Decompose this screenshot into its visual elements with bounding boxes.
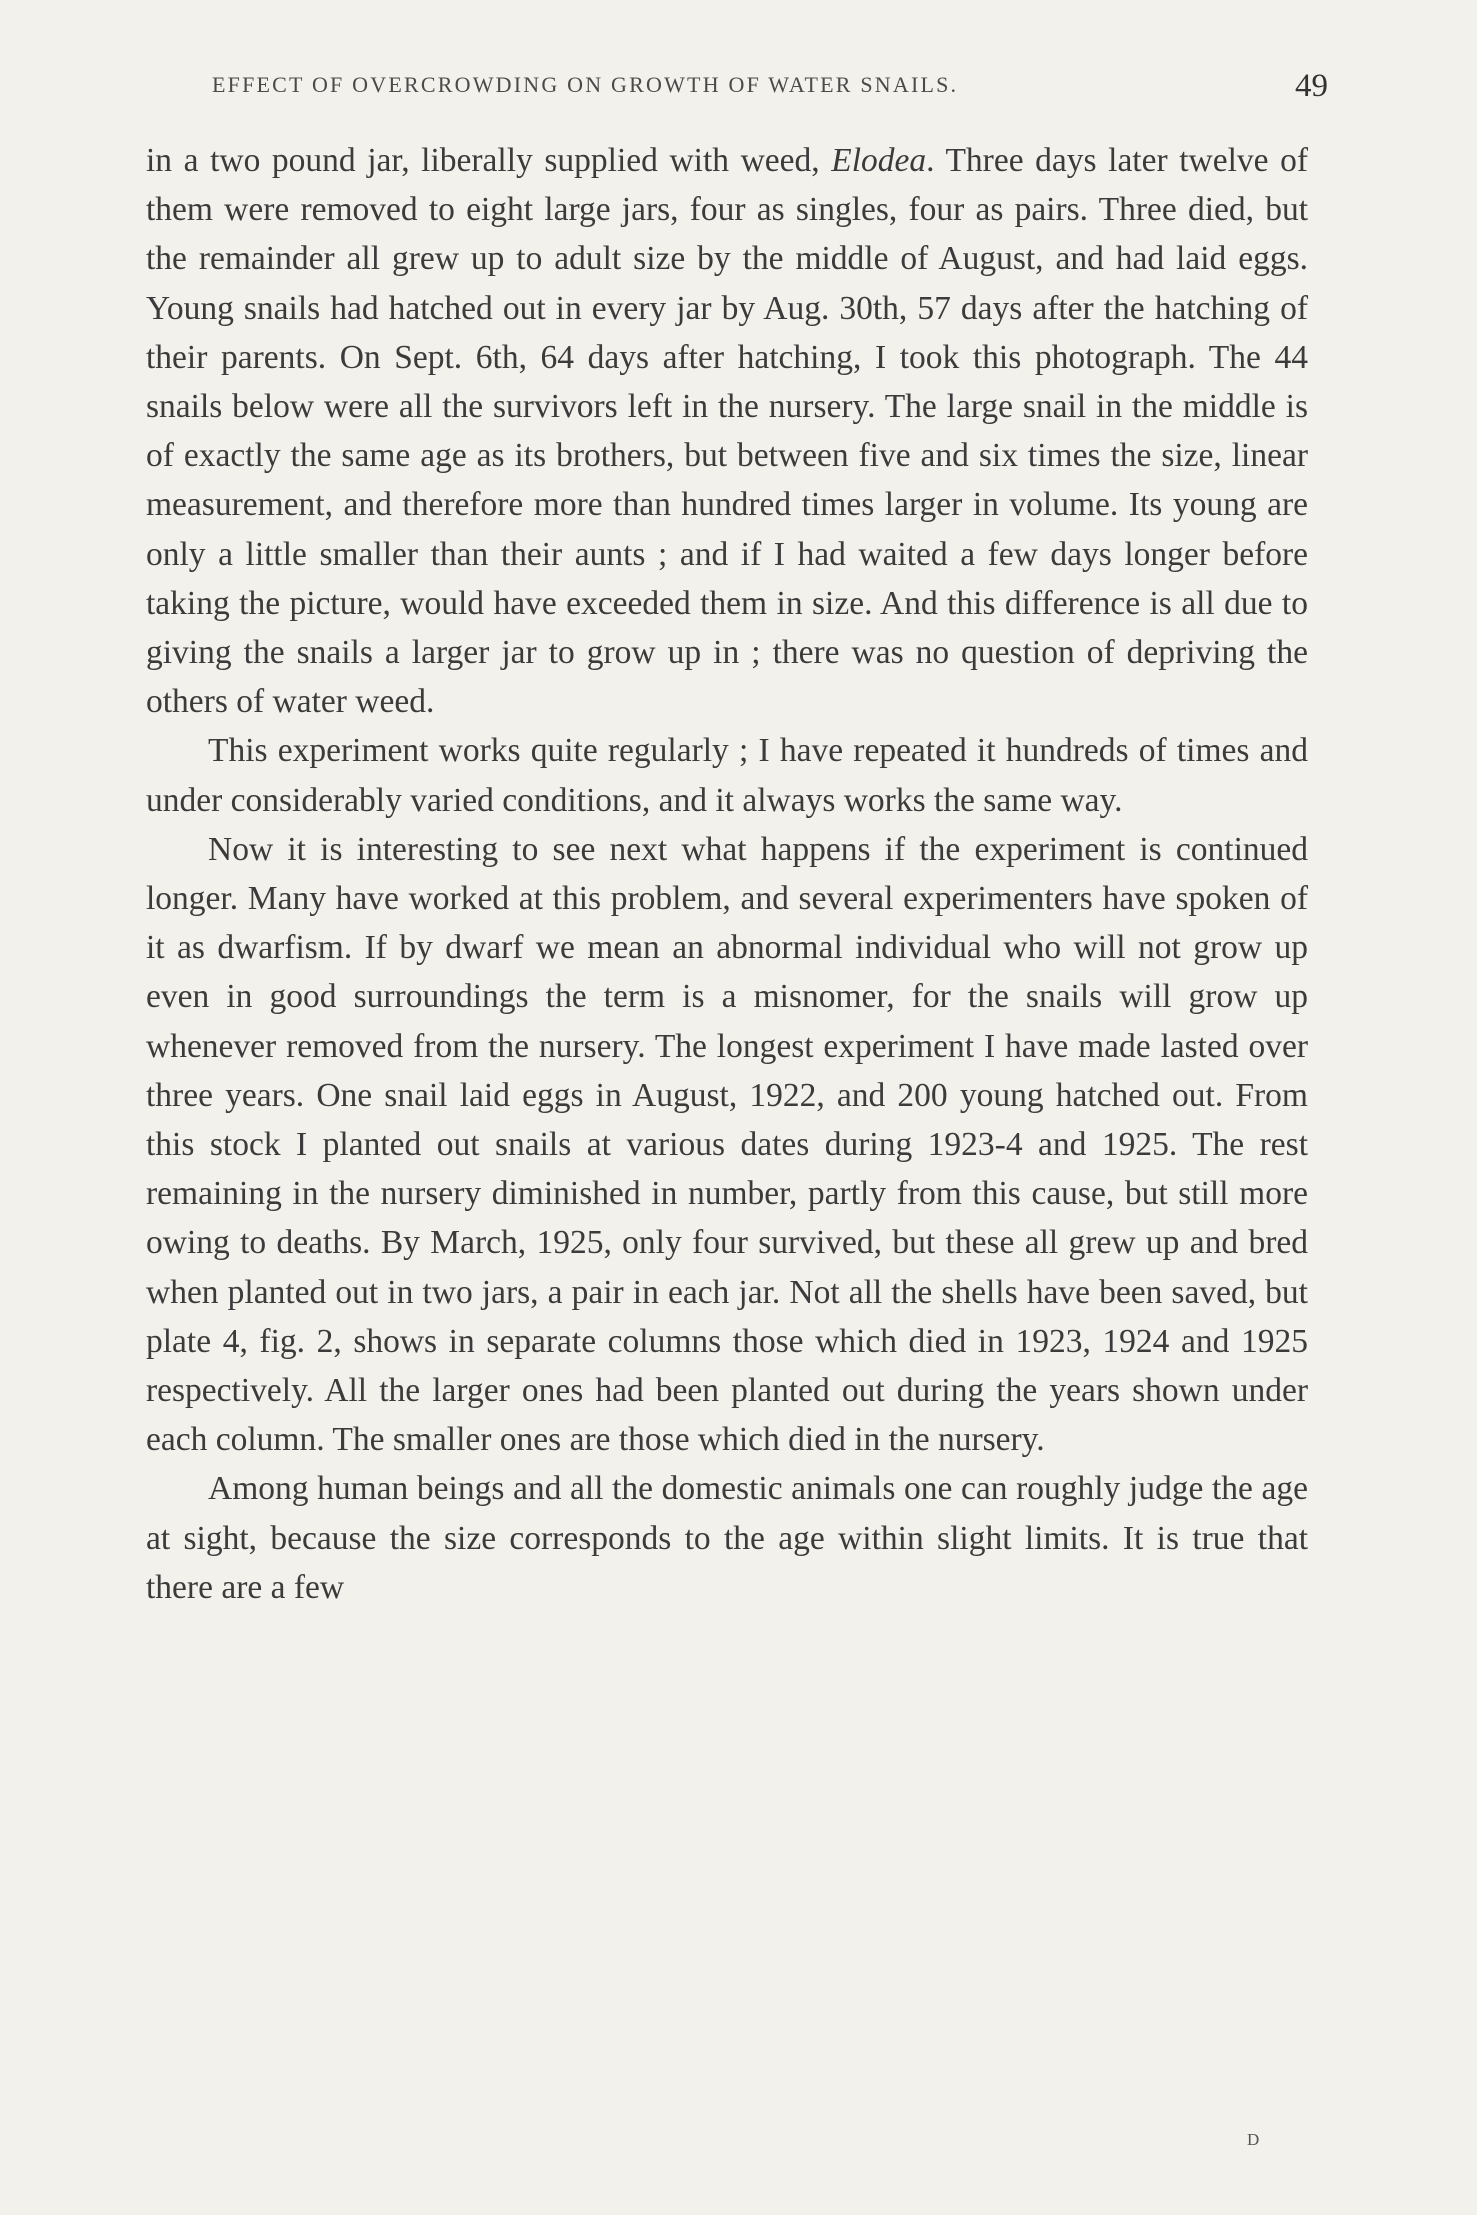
running-title: EFFECT OF OVERCROWDING ON GROWTH OF WATER SNAILS. (212, 72, 959, 97)
paragraph-4: Among human beings and all the domestic animals one can roughly judge the age at sight, because the size corresponds to the age within slight limits. It is true that there are a few (146, 1470, 1308, 1606)
paragraph-1-text-end: . Three days later twelve of them were removed to eight large jars, four as singles, four as pairs. Three died, but the remainder all grew up to adult size by the middle of August, and had laid eggs. Young snails had hatched out in every jar by Aug. 30th, 57 days after the hatching of their parents. On Sept. 6th, 64 days after hatching, I took this photograph. The 44 snails below were all the survivors left in the nursery. The large snail in the middle is of exactly the same age as its brothers, but between five and six times the size, linear measurement, and therefore more than hundred times larger in volume. Its young are only a little smaller than their aunts ; and if I had waited a few days longer before taking the picture, would have exceeded them in size. And this difference is all due to giving the snails a larger jar to grow up in ; there was no question of depriving the others of water weed. (146, 142, 1308, 721)
running-head (212, 68, 1362, 108)
paragraph-1 (146, 136, 1308, 726)
signature-mark: D (1247, 2130, 1261, 2149)
body-text (146, 136, 1308, 1612)
italic-term-elodea: Elodea (831, 142, 927, 179)
paragraph-2: This experiment works quite regularly ; I have repeated it hundreds of times and under considerably varied conditions, and it always works the same way. (146, 732, 1308, 819)
paragraph-3: Now it is interesting to see next what happens if the experiment is continued longer. Many have worked at this problem, and several experimenters have spoken of it as dwarfism. If by dwarf we mean an abnormal individual who will not grow up even in good surroundings the term is a misnomer, for the snails will grow up whenever removed from the nursery. The longest experiment I have made lasted over three years. One snail laid eggs in August, 1922, and 200 young hatched out. From this stock I planted out snails at various dates during 1923-4 and 1925. The rest remaining in the nursery diminished in number, partly from this cause, but still more owing to deaths. By March, 1925, only four survived, but these all grew up and bred when planted out in two jars, a pair in each jar. Not all the shells have been saved, but plate 4, fig. 2, shows in separate columns those which died in 1923, 1924 and 1925 respectively. All the larger ones had been planted out during the years shown under each column. The smaller ones are those which died in the nursery. (146, 830, 1308, 1459)
paragraph-1-text-start: in a two pound jar, liberally supplied with weed, (146, 142, 832, 179)
page-number: 49 (1295, 68, 1328, 104)
